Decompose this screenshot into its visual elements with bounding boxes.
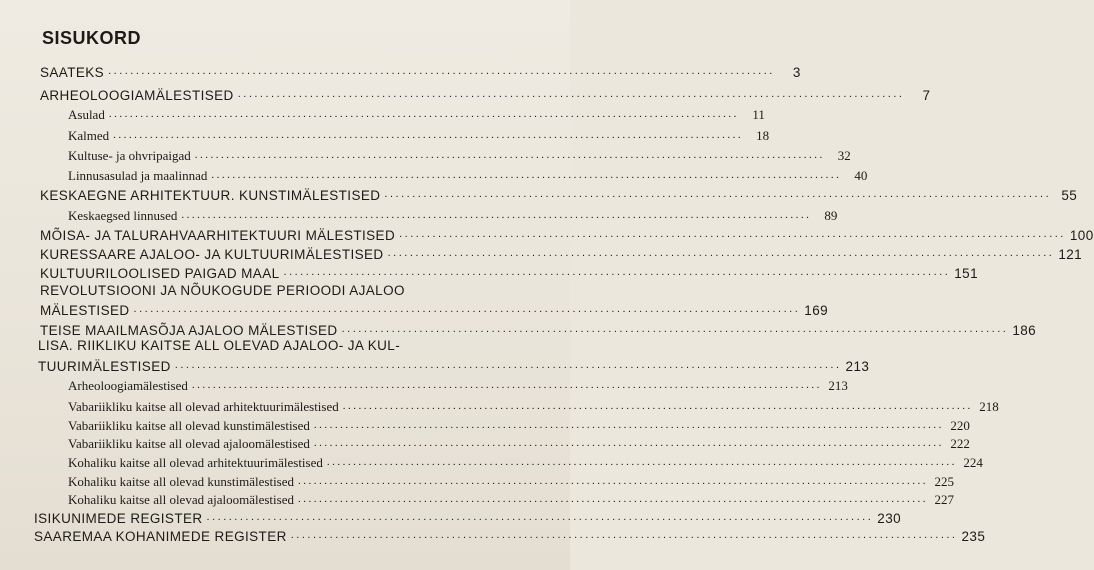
- toc-entry: [40, 244, 1083, 262]
- toc-entry-page: 224: [963, 455, 983, 470]
- toc-entry-title: Vabariikliku kaitse all olevad ajaloomälestised: [68, 436, 310, 451]
- toc-entry: [40, 62, 801, 80]
- dot-leader: ........................................................................................................................: [313, 437, 944, 449]
- toc-entry: [68, 453, 983, 471]
- toc-entry: [68, 376, 848, 394]
- toc-entry-page: 169: [804, 303, 829, 318]
- dot-leader: ........................................................................................................................: [384, 188, 1052, 200]
- dot-leader: ........................................................................................................................: [108, 108, 739, 120]
- toc-entry: [68, 105, 765, 123]
- toc-entry-title: MÕISA- JA TALURAHVAARHITEKTUURI MÄLESTISED: [40, 228, 396, 243]
- toc-entry: [40, 185, 1078, 203]
- toc-entry-page: 220: [950, 418, 970, 433]
- toc-entry-title: KESKAEGNE ARHITEKTUUR. KUNSTIMÄLESTISED: [40, 188, 381, 203]
- toc-entry: [68, 434, 970, 452]
- toc-entry-page: 18: [756, 128, 770, 143]
- toc-entry: [34, 508, 902, 526]
- toc-entry-title: Linnusasulad ja maalinnad: [68, 168, 208, 183]
- toc-entry: [40, 263, 978, 281]
- dot-leader: ........................................................................................................................: [133, 303, 801, 315]
- toc-entry: [68, 397, 999, 415]
- dot-leader: ........................................................................................................................: [342, 400, 973, 412]
- dot-leader: ........................................................................................................................: [174, 359, 842, 371]
- toc-entry: [68, 166, 868, 184]
- toc-entry-page: 222: [950, 436, 970, 451]
- toc-entry-title: Kalmed: [68, 128, 110, 143]
- toc-entry-title: SAATEKS: [40, 65, 105, 80]
- toc-entry-title: TUURIMÄLESTISED: [38, 359, 171, 374]
- toc-entry-page: 186: [1012, 323, 1037, 338]
- dot-leader: ........................................................................................................................: [191, 379, 822, 391]
- dot-leader: ........................................................................................................................: [326, 456, 957, 468]
- toc-entry-page: 89: [824, 208, 838, 223]
- dot-leader: ........................................................................................................................: [298, 493, 928, 505]
- toc-entry-title: Vabariikliku kaitse all olevad arhitektuurimälestised: [68, 399, 339, 414]
- toc-entry: [68, 490, 954, 508]
- toc-entry-title: Kohaliku kaitse all olevad arhitektuurimälestised: [68, 455, 323, 470]
- toc-entry: [38, 356, 870, 374]
- toc-entry-title: Kultuse- ja ohvripaigad: [68, 148, 191, 163]
- dot-leader: ........................................................................................................................: [194, 149, 825, 161]
- toc-entry-title: TEISE MAAILMASÕJA AJALOO MÄLESTISED: [40, 323, 338, 338]
- toc-entry-title: MÄLESTISED: [40, 303, 130, 318]
- toc-entry-page: 225: [934, 474, 955, 489]
- toc-entry: [40, 85, 931, 103]
- dot-leader: ........................................................................................................................: [206, 511, 874, 523]
- toc-entry: [34, 526, 986, 544]
- toc-entry-title: LISA. RIIKLIKU KAITSE ALL OLEVAD AJALOO- JA KUL-: [38, 338, 401, 353]
- toc-entry-page: 151: [954, 266, 978, 281]
- toc-entry: [68, 472, 955, 490]
- dot-leader: ........................................................................................................................: [283, 266, 951, 278]
- toc-entry-title: REVOLUTSIOONI JA NÕUKOGUDE PERIOODI AJALOO: [40, 283, 405, 298]
- dot-leader: ........................................................................................................................: [181, 209, 812, 221]
- toc-entry-page: 121: [1058, 247, 1083, 262]
- page-title: SISUKORD: [42, 28, 142, 48]
- dot-leader: ........................................................................................................................: [341, 323, 1009, 335]
- toc-entry-page: 100: [1069, 228, 1094, 243]
- toc-entry-title: Arheoloogiamälestised: [68, 378, 188, 393]
- toc-entry-page: 32: [837, 148, 851, 163]
- toc-entry-page: 235: [961, 529, 986, 544]
- toc-entry-title: SAAREMAA KOHANIMEDE REGISTER: [34, 529, 287, 544]
- toc-entry: [40, 300, 829, 318]
- toc-entry: [40, 320, 1037, 338]
- toc-entry-page: 11: [752, 107, 765, 122]
- dot-leader: ........................................................................................................................: [211, 169, 842, 181]
- toc-entry-title: Vabariikliku kaitse all olevad kunstimälestised: [68, 418, 310, 433]
- toc-entry-title: Keskaegsed linnused: [68, 208, 178, 223]
- dot-leader: ........................................................................................................................: [237, 88, 905, 100]
- toc-entry-page: 227: [934, 492, 954, 507]
- toc-entry-title: Kohaliku kaitse all olevad ajaloomälestised: [68, 492, 294, 507]
- toc-entry: [68, 416, 970, 434]
- dot-leader: ........................................................................................................................: [387, 247, 1055, 259]
- toc-entry-page: 40: [854, 168, 868, 183]
- toc-entry-page: 3: [792, 65, 801, 80]
- toc-entry: [68, 126, 770, 144]
- toc-entry-title: KURESSAARE AJALOO- JA KULTUURIMÄLESTISED: [40, 247, 384, 262]
- toc-entry-title: ISIKUNIMEDE REGISTER: [34, 511, 203, 526]
- toc-entry-page: 230: [877, 511, 902, 526]
- toc-entry-title: Kohaliku kaitse all olevad kunstimälestised: [68, 474, 295, 489]
- toc-entry-page: 213: [828, 378, 848, 393]
- dot-leader: ........................................................................................................................: [290, 529, 958, 541]
- toc-entry-title: KULTUURILOOLISED PAIGAD MAAL: [40, 266, 280, 281]
- toc-entry-page: 55: [1061, 188, 1078, 203]
- dot-leader: ........................................................................................................................: [108, 65, 775, 77]
- toc-entry-title: Asulad: [68, 107, 105, 122]
- dot-leader: ........................................................................................................................: [399, 228, 1066, 240]
- toc-entry-page: 213: [845, 359, 870, 374]
- dot-leader: ........................................................................................................................: [113, 129, 744, 141]
- toc-entry: [40, 225, 1094, 243]
- dot-leader: ........................................................................................................................: [313, 419, 944, 431]
- toc-entry-page: 218: [979, 399, 999, 414]
- dot-leader: ........................................................................................................................: [298, 475, 929, 487]
- toc-entry-title: ARHEOLOOGIAMÄLESTISED: [40, 88, 234, 103]
- toc-entry: [68, 206, 838, 224]
- toc-entry-page: 7: [922, 88, 931, 103]
- toc-entry: [68, 146, 851, 164]
